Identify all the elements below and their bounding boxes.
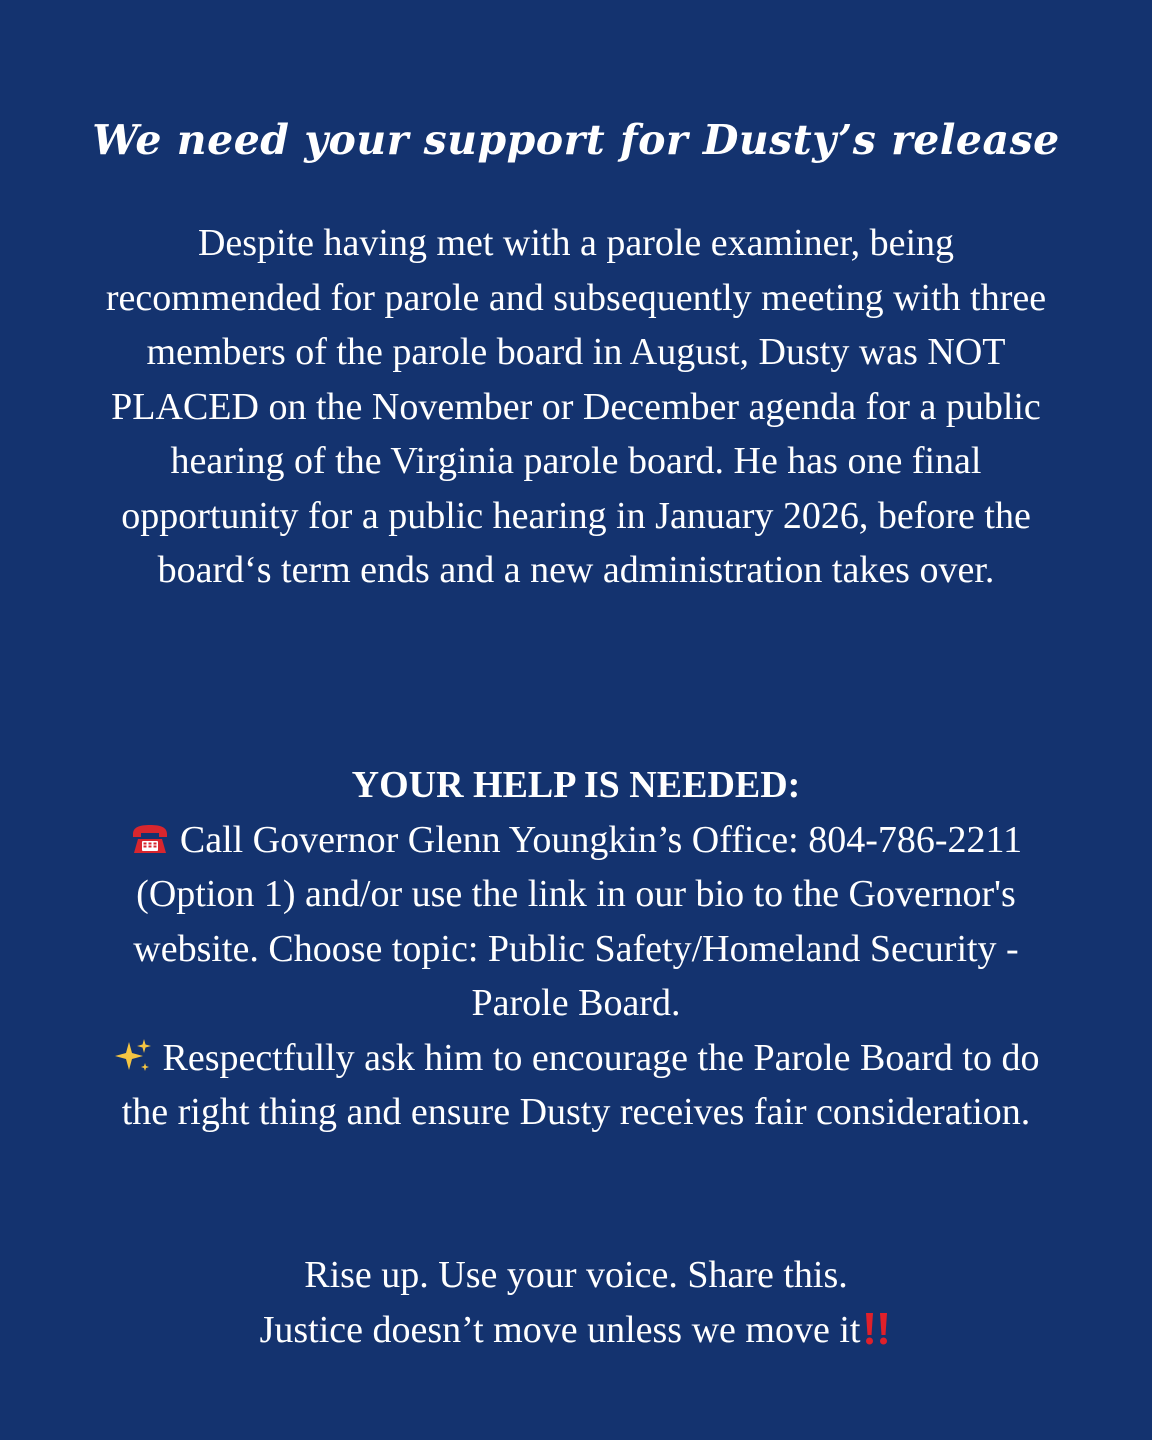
ask-instruction	[96, 1031, 1056, 1140]
closing-section	[96, 1248, 1056, 1358]
page-title: We need your support for Dusty’s release	[92, 116, 1060, 164]
closing-line-2	[96, 1303, 1056, 1358]
telephone-icon	[130, 822, 170, 856]
call-text: Call Governor Glenn Youngkin’s Office: 804-786-2211 (Option 1) and/or use the link in our bio to the Governor's website. Choose topic: Public Safety/Homeland Security - Parole Board.	[133, 818, 1023, 1024]
intro-paragraph: Despite having met with a parole examiner, being recommended for parole and subsequently meeting with three members of the parole board in August, Dusty was NOT PLACED on the November or December agenda for a public hearing of the Virginia parole board. He has one final opportunity for a public hearing in January 2026, before the board‘s term ends and a new administration takes over.	[105, 222, 1047, 591]
closing-line-2-text: Justice doesn’t move unless we move it	[259, 1309, 861, 1351]
help-heading: YOUR HELP IS NEEDED:	[351, 764, 801, 806]
double-exclamation-icon	[862, 1310, 892, 1348]
call-instruction	[96, 813, 1056, 1031]
help-section	[96, 758, 1056, 1140]
ask-text: Respectfully ask him to encourage the Parole Board to do the right thing and ensure Dusty receives fair consideration.	[121, 1036, 1040, 1133]
sparkles-icon	[113, 1036, 153, 1076]
closing-line-1: Rise up. Use your voice. Share this.	[304, 1254, 848, 1296]
